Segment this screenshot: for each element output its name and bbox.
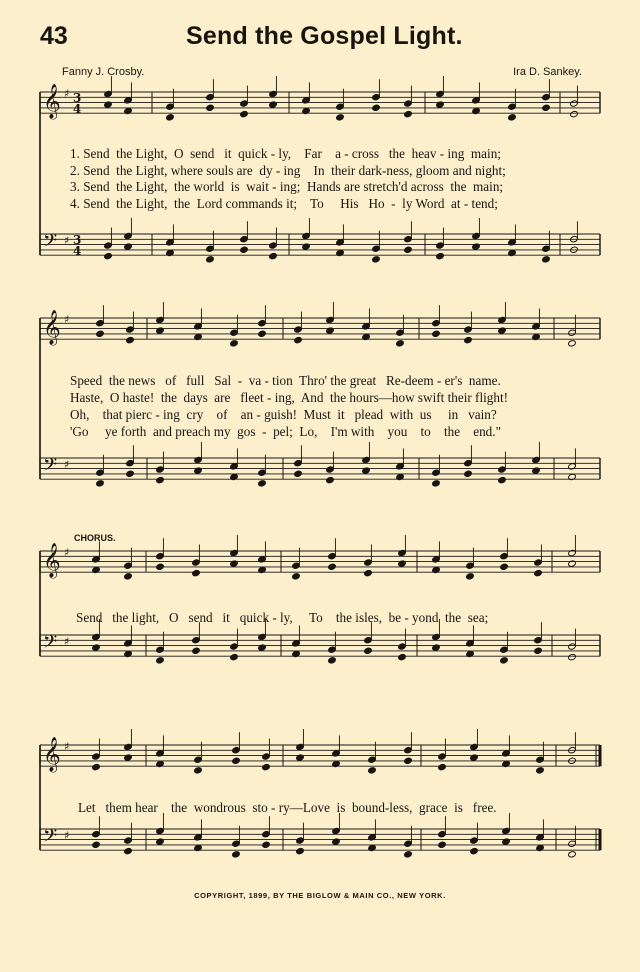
note-head [436,252,445,259]
note-head [498,476,507,483]
note-head [296,847,305,854]
chorus-label: CHORUS. [74,533,116,543]
note-head [124,573,133,580]
sharp-icon: ♯ [64,740,70,753]
note-head [104,252,113,259]
bass-clef-icon: 𝄢 [43,632,58,657]
note-head [194,767,203,774]
note-head [232,851,241,858]
composer-credit: Ira D. Sankey. [513,66,582,78]
note-head [464,336,473,343]
note-head [232,757,241,764]
note-head [500,563,509,570]
verse-4-line-2: 'Go ye forth and preach my gos - pel; Lo, I'm with you to the end." [70,424,501,439]
verse-3-line-2: Oh, that pierc - ing cry of an - guish! Must it plead with us in vain? [70,407,497,422]
note-head [258,330,267,337]
note-head [396,340,405,347]
sharp-icon: ♯ [64,313,70,326]
note-head [156,657,165,664]
note-head [368,767,377,774]
note-head [269,252,278,259]
note-head [438,763,447,770]
note-head [156,563,165,570]
note-head [126,336,135,343]
note-head [568,340,577,347]
note-head [472,243,481,250]
note-head [206,104,215,111]
note-head [230,560,239,567]
note-head [92,644,101,651]
time-signature-bottom: 4 [73,244,82,258]
note-head [438,841,447,848]
note-head [372,256,381,263]
note-head [432,330,441,337]
note-head [336,114,345,121]
chorus-lyric-2: Let them hear the wondrous sto - ry—Love is bound-less, grace is free. [78,800,497,815]
note-head [240,246,249,253]
note-head [570,110,579,117]
note-head [536,767,545,774]
note-head [230,340,239,347]
note-head [126,470,135,477]
note-head [500,657,509,664]
note-head [326,327,335,334]
note-head [192,647,201,654]
chorus-lyric-1: Send the light, O send it quick - ly, To the isles, be - yond the sea; [76,610,489,625]
time-signature-top: 3 [73,233,82,247]
note-head [269,101,278,108]
sharp-icon: ♯ [64,829,70,842]
note-head [96,330,105,337]
note-head [194,467,203,474]
note-head [432,480,441,487]
verse-2-line-2: Haste, O haste! the days are fleet - ing, And the hours—how swift their flight! [70,390,509,405]
note-head [502,838,511,845]
note-head [230,653,239,660]
note-head [240,110,249,117]
note-head [294,336,303,343]
note-head [542,104,551,111]
note-head [466,573,475,580]
author-credit: Fanny J. Crosby. [62,66,145,78]
copyright-notice: COPYRIGHT, 1899, BY THE BIGLOW & MAIN CO., NEW YORK. [194,891,446,900]
note-head [124,847,133,854]
note-head [464,470,473,477]
note-head [192,569,201,576]
note-head [542,256,551,263]
verse-3-line-1: 3. Send the Light, the world is wait - ing; Hands are stretch'd across the main; [70,179,504,194]
verse-4-line-1: 4. Send the Light, the Lord commands it; To His Ho - ly Word at - tend; [70,196,498,211]
treble-clef-icon: 𝄞 [43,543,61,578]
note-head [292,573,301,580]
note-head [508,114,517,121]
note-head [498,327,507,334]
note-head [328,563,337,570]
bass-clef-icon: 𝄢 [43,455,58,480]
note-head [432,644,441,651]
treble-clef-icon: 𝄞 [43,310,61,345]
sharp-icon: ♯ [64,546,70,559]
sharp-icon: ♯ [64,458,70,471]
note-head [296,754,305,761]
note-head [372,104,381,111]
note-head [470,847,479,854]
note-head [436,101,445,108]
bass-clef-icon: 𝄢 [43,231,58,256]
note-head [332,838,341,845]
note-head [404,757,413,764]
note-head [262,841,271,848]
note-head [534,647,543,654]
note-head [362,467,371,474]
verse-1-line-1: 1. Send the Light, O send it quick - ly, Far a - cross the heav - ing main; [70,146,501,161]
note-head [328,657,337,664]
note-head [206,256,215,263]
time-signature-bottom: 4 [73,102,82,116]
sharp-icon: ♯ [64,87,70,100]
note-head [302,243,311,250]
note-head [404,851,413,858]
note-head [294,470,303,477]
verse-2-line-1: 2. Send the Light, where souls are dy - ing In their dark-ness, gloom and night; [70,163,506,178]
note-head [364,569,373,576]
note-head [124,754,133,761]
bass-clef-icon: 𝄢 [43,826,58,851]
time-signature-top: 3 [73,91,82,105]
note-head [404,246,413,253]
note-head [262,763,271,770]
note-head [532,467,541,474]
note-head [156,476,165,483]
note-head [470,754,479,761]
note-head [124,243,133,250]
note-head [404,110,413,117]
sharp-icon: ♯ [64,635,70,648]
note-head [166,114,175,121]
note-head [534,569,543,576]
hymn-number: 43 [40,22,68,50]
note-head [156,838,165,845]
note-head [258,644,267,651]
note-head [92,841,101,848]
treble-clef-icon: 𝄞 [43,84,61,119]
treble-clef-icon: 𝄞 [43,737,61,772]
note-head [326,476,335,483]
sharp-icon: ♯ [64,234,70,247]
note-head [156,327,165,334]
note-head [104,101,113,108]
verse-1-line-2: Speed the news of full Sal - va - tion Thro' the great Re-deem - er's name. [70,373,501,388]
note-head [568,560,577,567]
note-head [398,653,407,660]
note-head [92,763,101,770]
hymn-title: Send the Gospel Light. [186,22,463,50]
note-head [568,653,577,660]
note-head [364,647,373,654]
note-head [398,560,407,567]
note-head [568,851,577,858]
note-head [96,480,105,487]
note-head [258,480,267,487]
